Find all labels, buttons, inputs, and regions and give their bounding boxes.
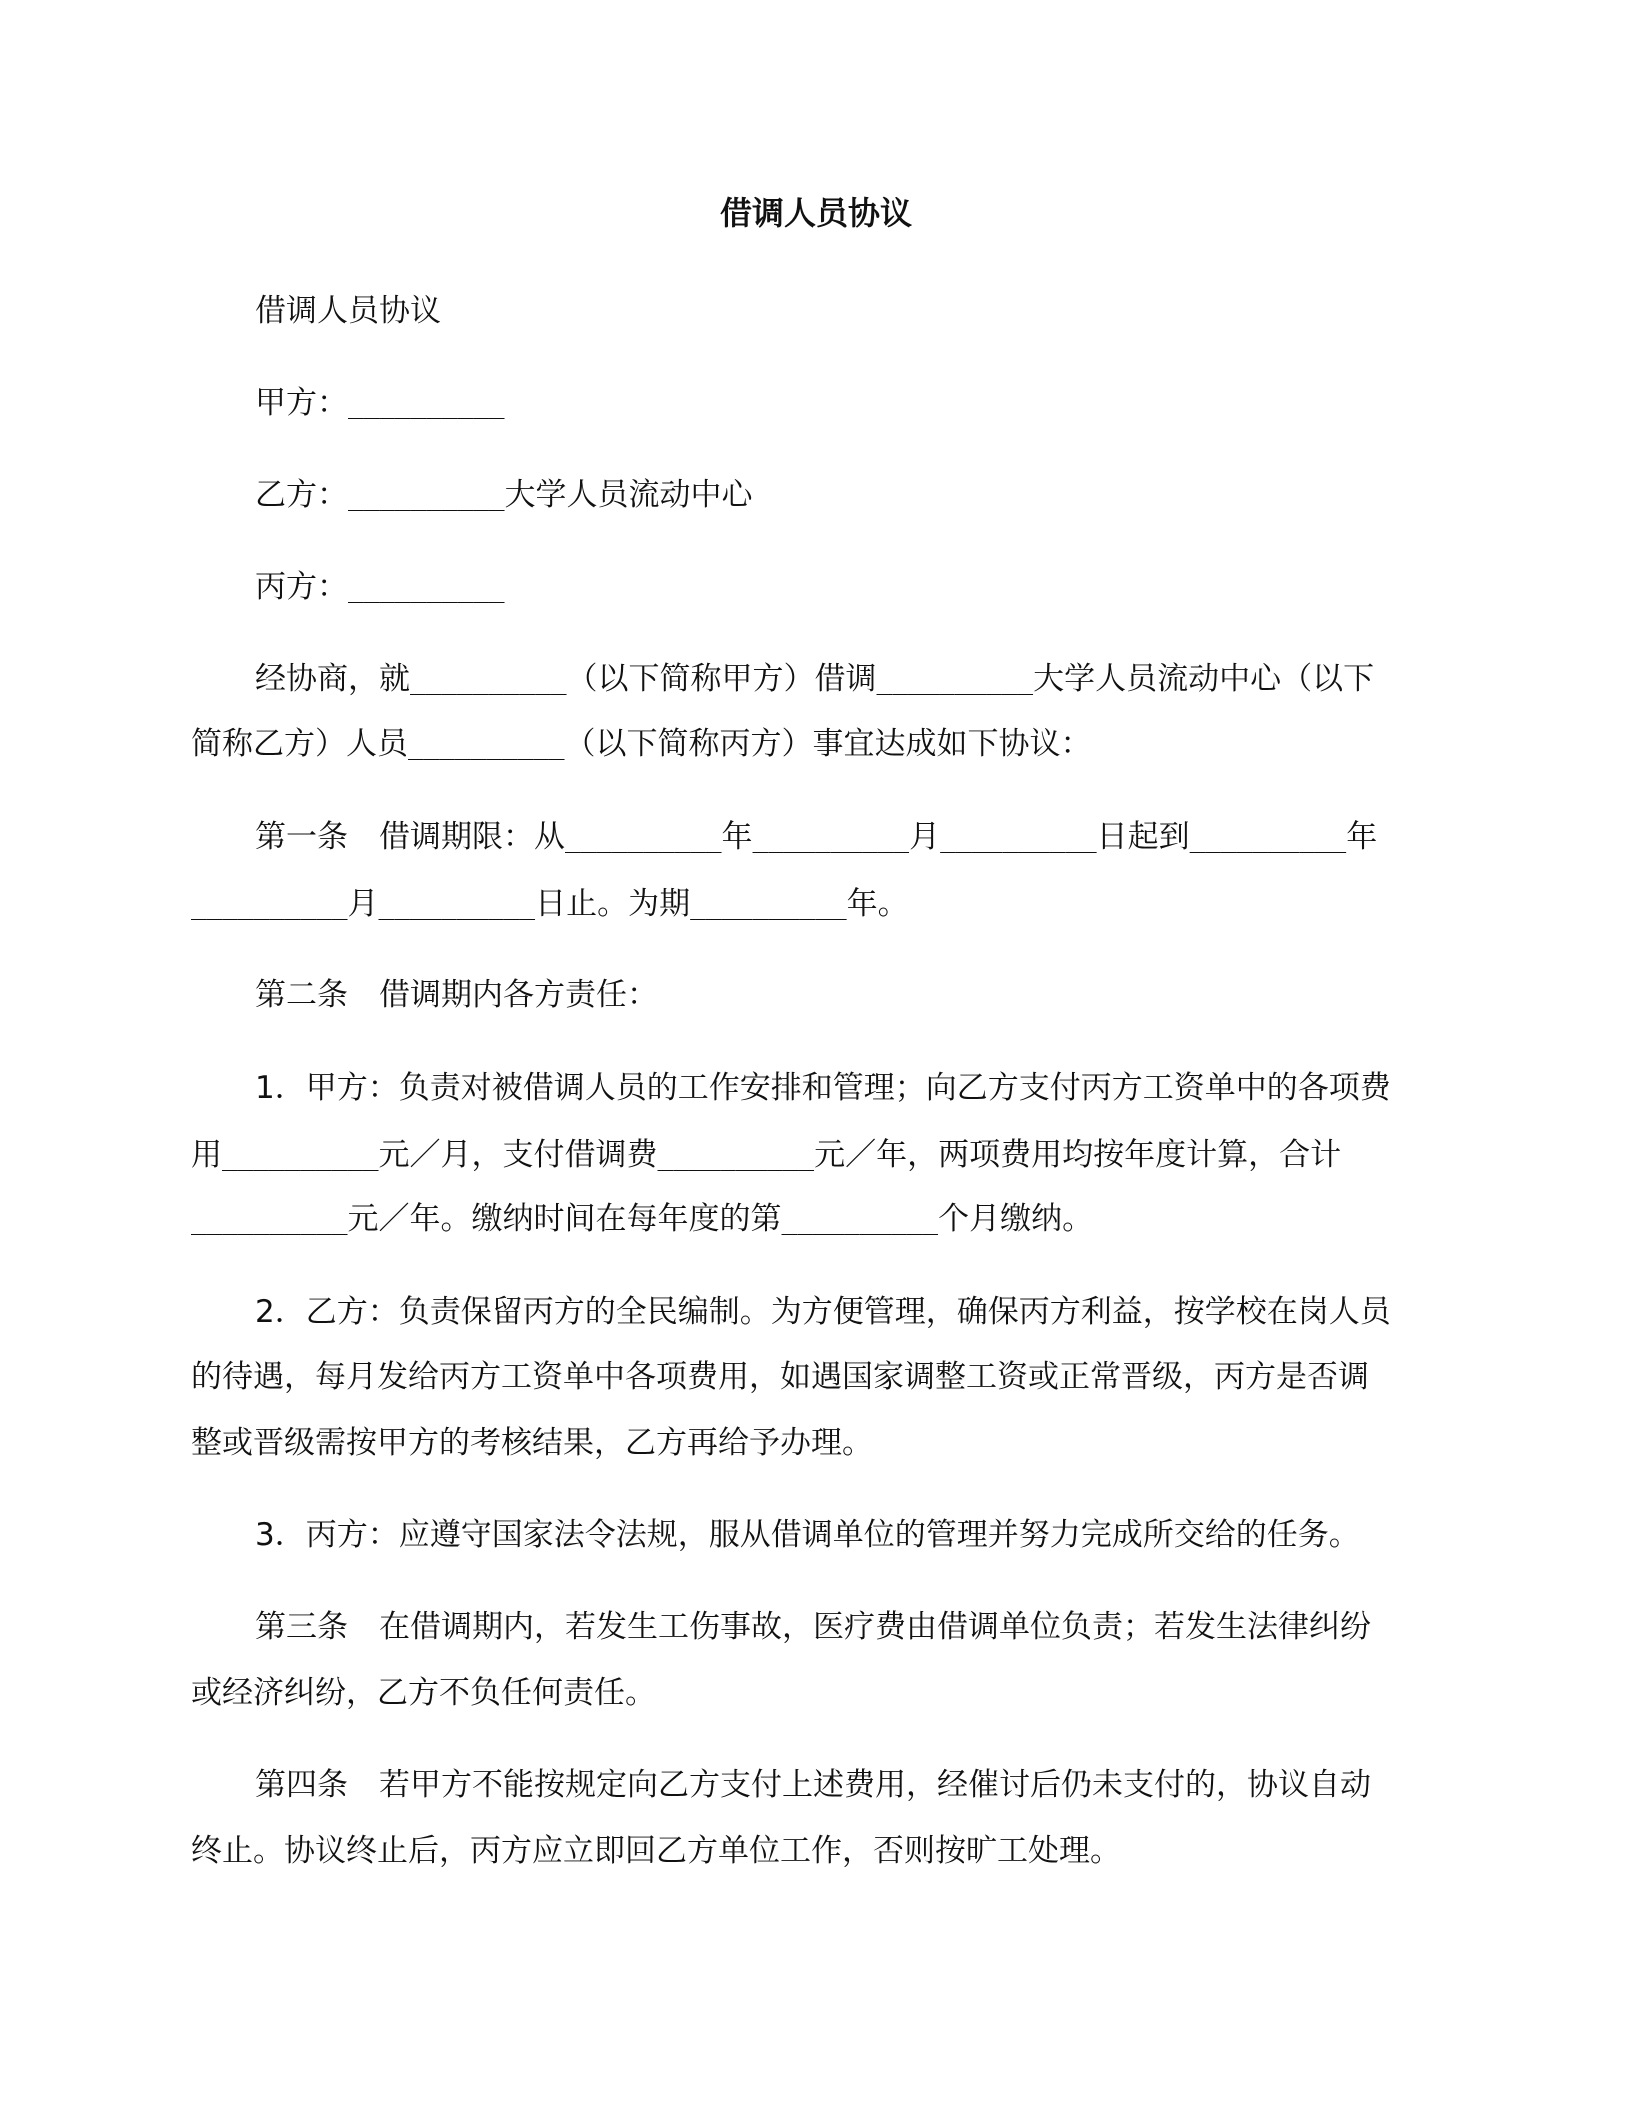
blank: __________ [876, 666, 1034, 696]
intro-line-2 [191, 724, 1092, 766]
blank: __________ [222, 1142, 379, 1172]
blank: __________ [191, 891, 348, 921]
text: 元／月，支付借调费 [378, 1137, 658, 1173]
party-a-label: 甲方： [255, 385, 348, 421]
intro-line-1 [255, 659, 1374, 701]
item-3-line-1: 3．丙方：应遵守国家法令法规，服从借调单位的管理并努力完成所交给的任务。 [255, 1517, 1360, 1553]
text: 年 [721, 819, 753, 855]
article-4-line-2: 终止。协议终止后，丙方应立即回乙方单位工作，否则按旷工处理。 [191, 1833, 1121, 1869]
item-1-line-1: 1．甲方：负责对被借调人员的工作安排和管理；向乙方支付丙方工资单中的各项费 [255, 1070, 1391, 1106]
text: 用 [191, 1137, 222, 1173]
blank: __________ [657, 1142, 815, 1172]
document-subtitle: 借调人员协议 [255, 293, 441, 329]
party-c-line [255, 567, 505, 609]
text: 简称乙方）人员 [191, 726, 408, 762]
text: 元／年。缴纳时间在每年度的第 [347, 1201, 782, 1237]
article-3-line-1: 第三条 在借调期内，若发生工伤事故，医疗费由借调单位负责；若发生法律纠纷 [255, 1609, 1371, 1645]
article-1-line-1 [255, 817, 1377, 859]
blank: __________ [781, 1206, 939, 1236]
blank: __________ [408, 731, 565, 761]
party-a-line [255, 383, 505, 425]
party-b-suffix: 大学人员流动中心 [504, 477, 753, 513]
blank: __________ [410, 666, 567, 696]
text: 大学人员流动中心（以下 [1033, 661, 1375, 697]
item-2-line-1: 2．乙方：负责保留丙方的全民编制。为方便管理，确保丙方利益，按学校在岗人员 [255, 1294, 1391, 1330]
text: 月 [347, 886, 379, 922]
party-b-line [255, 475, 753, 517]
blank: __________ [752, 824, 910, 854]
text: 日起到 [1096, 819, 1190, 855]
party-c-blank: __________ [348, 574, 505, 604]
text: 个月缴纳。 [938, 1201, 1094, 1237]
text: （以下简称甲方）借调 [566, 661, 877, 697]
item-2-line-2: 的待遇，每月发给丙方工资单中各项费用，如遇国家调整工资或正常晋级，丙方是否调 [191, 1359, 1369, 1395]
blank: __________ [1189, 824, 1347, 854]
text: 月 [909, 819, 941, 855]
blank: __________ [191, 1206, 348, 1236]
blank: __________ [690, 891, 847, 921]
article-3-line-2: 或经济纠纷，乙方不负任何责任。 [191, 1675, 656, 1711]
article-4-line-1: 第四条 若甲方不能按规定向乙方支付上述费用，经催讨后仍未支付的，协议自动 [255, 1767, 1371, 1803]
party-b-label: 乙方： [255, 477, 348, 513]
text: 年。 [846, 886, 909, 922]
blank: __________ [378, 891, 536, 921]
article-2-heading: 第二条 借调期内各方责任： [255, 977, 658, 1013]
blank: __________ [565, 824, 722, 854]
text: 日止。为期 [535, 886, 691, 922]
item-2-line-3: 整或晋级需按甲方的考核结果，乙方再给予办理。 [191, 1425, 873, 1461]
text: 经协商，就 [255, 661, 410, 697]
party-b-blank: __________ [348, 482, 505, 512]
item-1-line-2 [191, 1135, 1341, 1177]
party-c-label: 丙方： [255, 569, 348, 605]
text: 第一条 借调期限：从 [255, 819, 565, 855]
document-title: 借调人员协议 [719, 194, 912, 232]
text: 元／年，两项费用均按年度计算，合计 [814, 1137, 1342, 1173]
text: （以下简称丙方）事宜达成如下协议： [564, 726, 1092, 762]
blank: __________ [940, 824, 1097, 854]
party-a-blank: __________ [348, 390, 505, 420]
article-1-line-2 [191, 884, 909, 926]
text: 年 [1346, 819, 1378, 855]
item-1-line-3 [191, 1199, 1093, 1241]
